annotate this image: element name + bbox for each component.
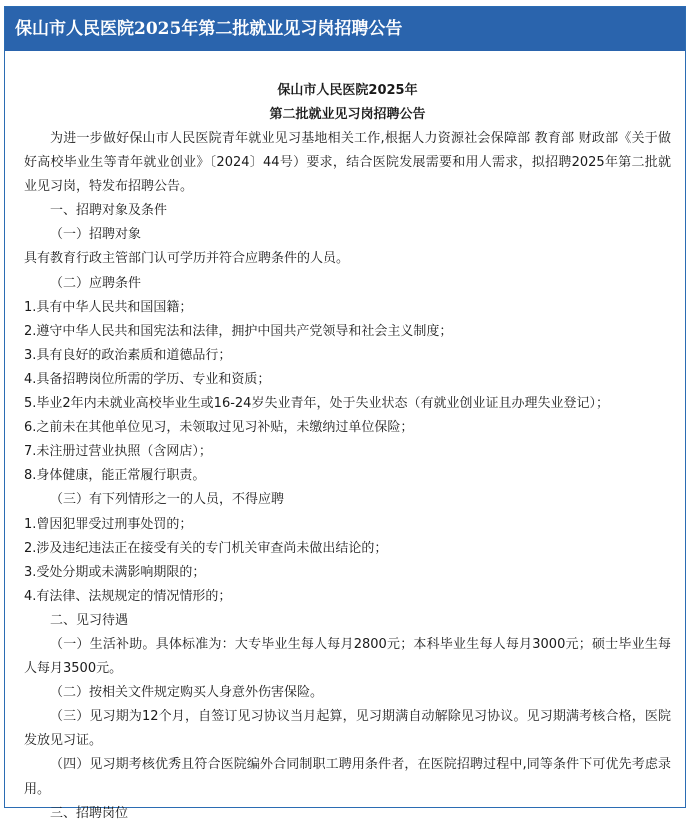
list-item: 1.曾因犯罪受过刑事处罚的； [24,516,193,532]
list-item: （一）生活补助。具体标准为：大专毕业生每人每月2800元；本科毕业生每人每月3000元；硕士毕业生每人每月3500元。 [24,636,671,677]
list-item: 1.具有中华人民共和国国籍； [24,299,193,315]
list-item: 4.有法律、法规规定的情况情形的； [24,588,232,604]
list-item: 7.未注册过营业执照（含网店）； [24,444,212,460]
list-item: 8.身体健康，能正常履行职责。 [24,468,206,484]
paragraph: 具有教育行政主管部门认可学历并符合应聘条件的人员。 [24,251,350,267]
list-item: 3.具有良好的政治素质和道德品行； [24,347,232,363]
list-item: （二）按相关文件规定购买人身意外伤害保险。 [50,685,324,701]
section-heading: 三、招聘岗位 [50,805,129,821]
article-body [5,51,685,826]
list-item: 6.之前未在其他单位见习，未领取过见习补贴，未缴纳过单位保险； [24,420,414,436]
notice-heading-line1: 保山市人民医院2025年 [277,83,418,98]
list-item: （四）见习期考核优秀且符合医院编外合同制职工聘用条件者，在医院招聘过程中,同等条件下可优先考虑录用。 [24,757,671,797]
list-item: 2.涉及违纪违法正在接受有关的专门机关审查尚未做出结论的； [24,540,388,556]
article-title-banner: 保山市人民医院2025年第二批就业见习岗招聘公告 [5,7,685,51]
section-heading: 二、见习待遇 [50,612,129,628]
notice-heading-line2: 第二批就业见习岗招聘公告 [269,107,426,122]
subsection-heading: （二）应聘条件 [50,275,142,291]
list-item: （三）见习期为12个月，自签订见习协议当月起算，见习期满自动解除见习协议。见习期满考核合格，医院发放见习证。 [24,709,671,749]
subsection-heading: （一）招聘对象 [50,227,142,243]
list-item: 3.受处分期或未满影响期限的； [24,564,206,580]
list-item: 4.具备招聘岗位所需的学历、专业和资质； [24,371,271,387]
list-item: 5.毕业2年内未就业高校毕业生或16-24岁失业青年，处于失业状态（有就业创业证且办理失业登记）； [24,396,609,412]
subsection-heading: （三）有下列情形之一的人员，不得应聘 [50,492,285,508]
intro-paragraph: 为进一步做好保山市人民医院青年就业见习基地相关工作,根据人力资源社会保障部 教育部 财政部《关于做好高校毕业生等青年就业创业》〔2024〕44号）要求，结合医院发展需要和用人需求，拟招聘2025年第二批就业见习岗，特发布招聘公告。 [24,131,671,195]
article-frame [4,6,686,821]
section-heading: 一、招聘对象及条件 [50,203,168,219]
list-item: 2.遵守中华人民共和国宪法和法律，拥护中国共产党领导和社会主义制度； [24,323,453,339]
